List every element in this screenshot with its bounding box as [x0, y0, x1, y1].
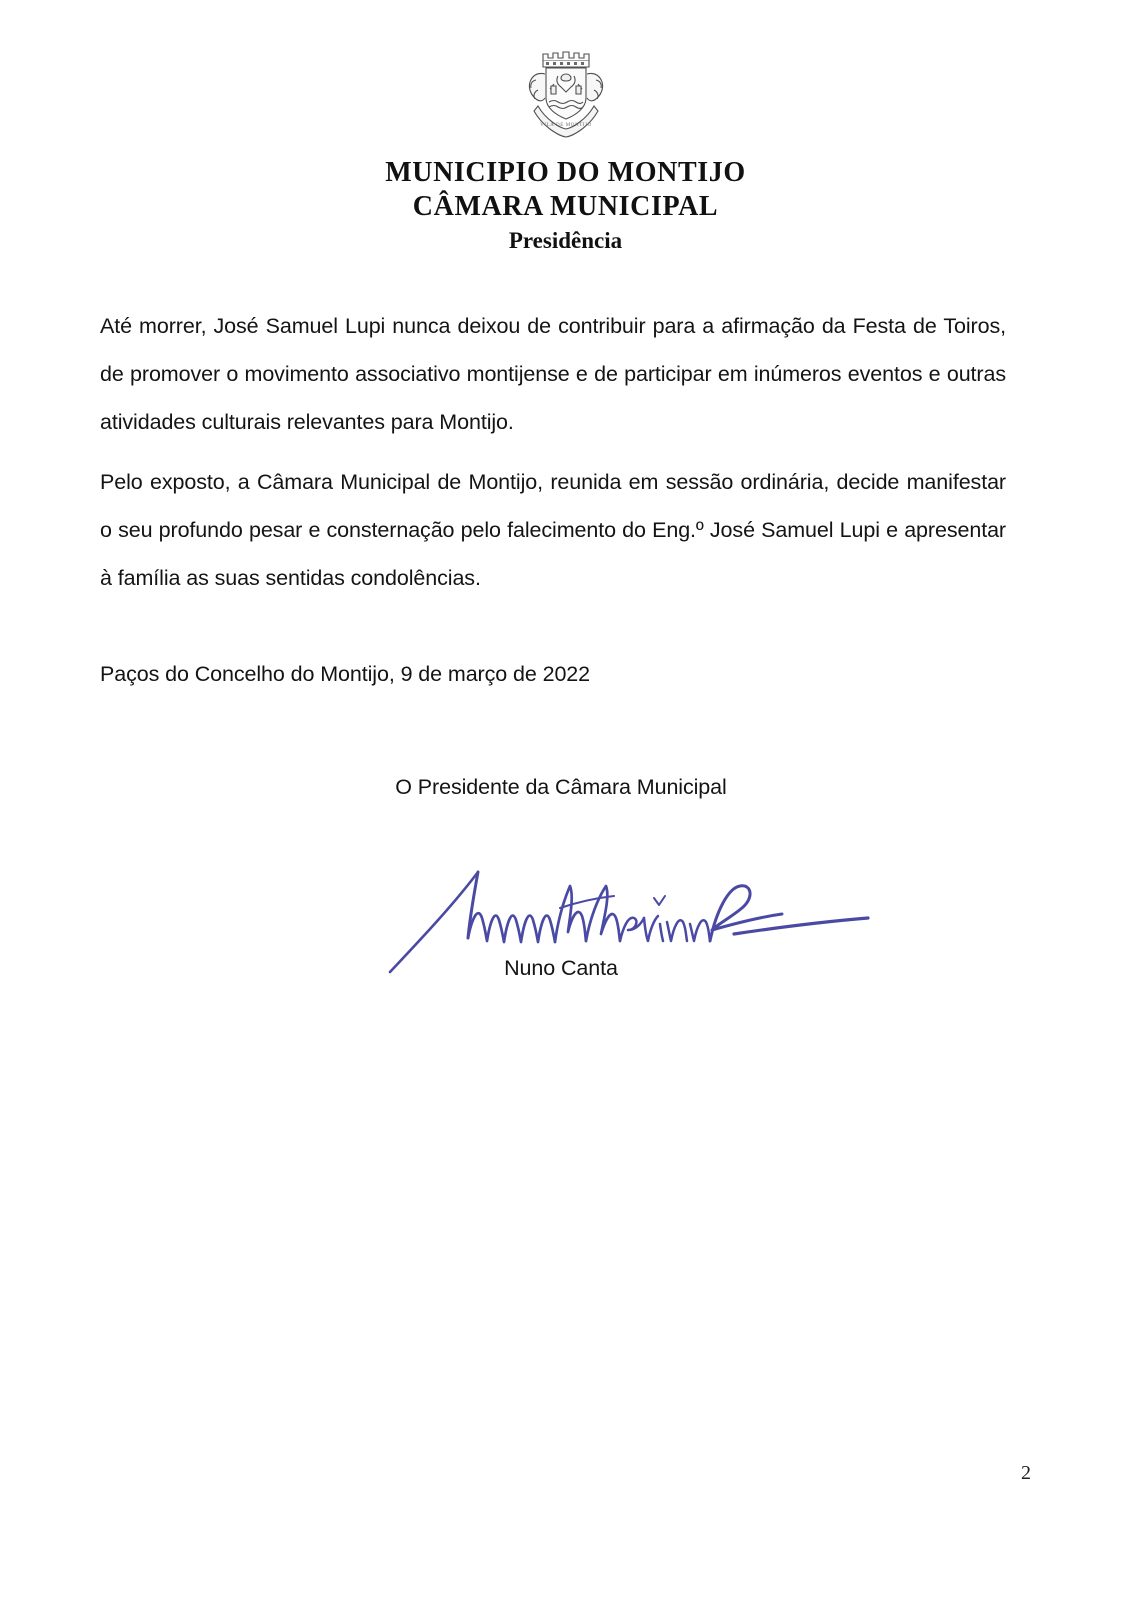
svg-text:VILA DE MONTIJO: VILA DE MONTIJO: [539, 123, 592, 128]
municipality-title: MUNICIPIO DO MONTIJO: [385, 157, 746, 188]
paragraph-2: Pelo exposto, a Câmara Municipal de Montijo, reunida em sessão ordinária, decide manifestar o seu profundo pesar e consternação pelo falecimento do Eng.º José Samuel Lupi e apresentar à família as suas sentidas condolências.: [100, 470, 1006, 590]
montijo-coat-of-arms-icon: [516, 40, 616, 140]
letterhead: [0, 40, 1131, 258]
signature-block: [100, 772, 1006, 982]
department-title: Presidência: [508, 228, 623, 254]
signatory-title: O Presidente da Câmara Municipal: [395, 775, 727, 799]
dateline: Paços do Concelho do Montijo, 9 de março de 2022: [100, 662, 591, 686]
document-body: [100, 302, 1006, 602]
paragraph-1: Até morrer, José Samuel Lupi nunca deixou de contribuir para a afirmação da Festa de Toiros, de promover o movimento associativo montijense e de participar em inúmeros eventos e outras atividades culturais relevantes para Montijo.: [100, 314, 1006, 434]
page-number: 2: [1021, 1462, 1031, 1484]
signatory-name: Nuno Canta: [504, 956, 618, 980]
council-title: CÂMARA MUNICIPAL: [412, 191, 719, 223]
